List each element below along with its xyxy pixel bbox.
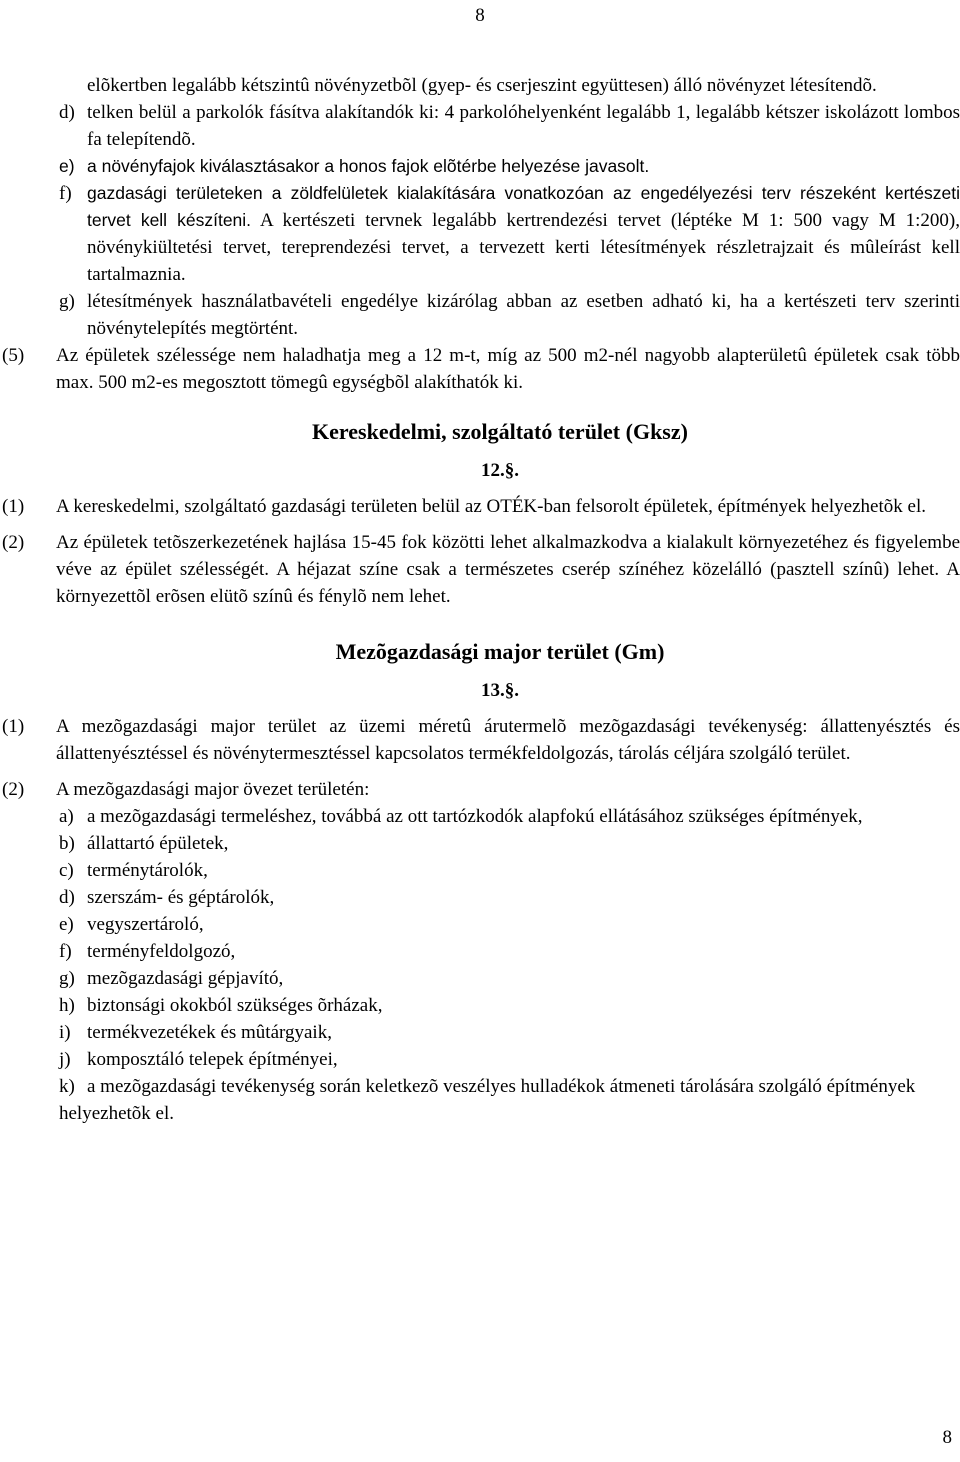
- item-marker: e): [59, 156, 75, 176]
- item-marker: d): [59, 102, 75, 123]
- list-item: [59, 803, 960, 830]
- page-number-bottom: 8: [942, 1427, 952, 1448]
- paragraph-text: Az épületek tetõszerkezetének hajlása 15-45 fok közötti lehet alkalmazkodva a kialakult környezetéhez és figyelembe véve az épület szélességét. A héjazat színe csak a természetes cserép színéhez közelálló (pasztell színû) lehet. A környezettõl erõsen elütõ színû és fénylõ nem lehet.: [56, 532, 960, 607]
- continuation-text: elõkertben legalább kétszintû növényzetbõl (gyep- és cserjeszint együttesen) álló növényzet létesítendõ.: [87, 75, 877, 96]
- section-number-13: 13.§.: [481, 680, 519, 701]
- item-text: a növényfajok kiválasztásakor a honos fajok elõtérbe helyezése javasolt.: [87, 156, 650, 176]
- list-item: [59, 938, 960, 965]
- paragraph-text: A kereskedelmi, szolgáltató gazdasági területen belül az OTÉK-ban felsorolt épületek, építmények helyezhetõk el.: [56, 496, 926, 517]
- item-marker: d): [59, 887, 75, 908]
- item-text: a mezõgazdasági termeléshez, továbbá az ott tartózkodók alapfokú ellátásához szükséges építmények,: [87, 806, 863, 827]
- paragraph-marker: (2): [2, 779, 25, 800]
- gksz-paragraph-2: [0, 529, 960, 610]
- list-item-g: [59, 288, 960, 342]
- paragraph-5: [0, 342, 960, 396]
- paragraph-marker: (1): [2, 496, 25, 517]
- gm-list: [0, 803, 960, 1100]
- page-number-top: 8: [475, 5, 485, 26]
- list-item: [59, 992, 960, 1019]
- item-marker: k): [59, 1076, 75, 1097]
- item-text: terménytárolók,: [87, 860, 208, 881]
- list-item: [59, 857, 960, 884]
- item-marker: j): [59, 1049, 71, 1070]
- item-text: szerszám- és géptárolók,: [87, 887, 275, 908]
- paragraph-text: A mezõgazdasági major terület az üzemi méretû árutermelõ mezõgazdasági tevékenység: állattenyésztés és állattenyésztéssel és növénytermesztéssel kapcsolatos termékfeldolgozás, tárolás céljára szolgáló terület.: [56, 716, 960, 764]
- list-item-f: [59, 180, 960, 288]
- item-marker: c): [59, 860, 74, 881]
- item-text: biztonsági okokból szükséges õrházak,: [87, 995, 383, 1016]
- list-item: [59, 1019, 960, 1046]
- item-text: termékvezetékek és mûtárgyaik,: [87, 1022, 332, 1043]
- item-text: gazdasági területeken a zöldfelületek kialakítására vonatkozóan az engedélyezési terv részeként kertészeti tervet kell készíteni.: [87, 183, 960, 230]
- item-text: komposztáló telepek építményei,: [87, 1049, 338, 1070]
- paragraph-marker: (2): [2, 532, 25, 553]
- item-marker: b): [59, 833, 75, 854]
- paragraph-intro: A mezõgazdasági major övezet területén:: [56, 779, 370, 800]
- item-marker: a): [59, 806, 74, 827]
- section-heading-gm: Mezõgazdasági major terület (Gm): [335, 639, 665, 664]
- paragraph-marker: (1): [2, 716, 25, 737]
- paragraph-text: Az épületek szélessége nem haladhatja meg a 12 m-t, míg az 500 m2-nél nagyobb alapterületû épületek csak több max. 500 m2-es megosztott tömegû egységbõl alakíthatók ki.: [56, 345, 960, 393]
- item-marker: i): [59, 1022, 71, 1043]
- item-text: létesítmények használatbavételi engedélye kizárólag abban az esetben adható ki, ha a kertészeti terv szerinti növénytelepítés megtörtént.: [87, 291, 960, 339]
- item-marker: f): [59, 183, 72, 204]
- item-marker: g): [59, 291, 75, 312]
- item-text: a mezõgazdasági tevékenység során keletkezõ veszélyes hulladékok átmeneti tárolására szolgáló építmények: [87, 1076, 916, 1097]
- list-item-d: [59, 99, 960, 153]
- paragraph-marker: (5): [2, 345, 25, 366]
- item-text: terményfeldolgozó,: [87, 941, 236, 962]
- item-text: telken belül a parkolók fásítva alakítandók ki: 4 parkolóhelyenként legalább 1, legalább kétszer iskolázott lombos fa telepítendõ.: [87, 102, 960, 150]
- item-text-continued: A kertészeti tervnek legalább kertrendezési tervet (léptéke M 1: 500 vagy M 1:200), növénykiültetési tervet, tereprendezési tervet, a tervezett kerti létesítmények részletrajzait és mûleírást kell tartalmaznia.: [87, 210, 960, 285]
- list-item: [59, 830, 960, 857]
- section-heading-gksz: Kereskedelmi, szolgáltató terület (Gksz): [312, 419, 688, 444]
- item-marker: e): [59, 914, 74, 935]
- section-number-12: 12.§.: [481, 460, 519, 481]
- item-marker: f): [59, 941, 72, 962]
- document-body: [0, 72, 960, 1127]
- list-item: [59, 911, 960, 938]
- gm-paragraph-2: [0, 776, 960, 803]
- item-text: vegyszertároló,: [87, 914, 204, 935]
- gm-paragraph-1: [0, 713, 960, 767]
- item-text: állattartó épületek,: [87, 833, 229, 854]
- gm-closing-text: helyezhetõk el.: [59, 1103, 175, 1124]
- item-marker: g): [59, 968, 75, 989]
- gksz-paragraph-1: [0, 493, 960, 520]
- list-item-e: [59, 153, 960, 180]
- list-item: [59, 884, 960, 911]
- list-item: [59, 1046, 960, 1073]
- list-item: [59, 1073, 960, 1100]
- list-item: [59, 965, 960, 992]
- item-text: mezõgazdasági gépjavító,: [87, 968, 284, 989]
- item-marker: h): [59, 995, 75, 1016]
